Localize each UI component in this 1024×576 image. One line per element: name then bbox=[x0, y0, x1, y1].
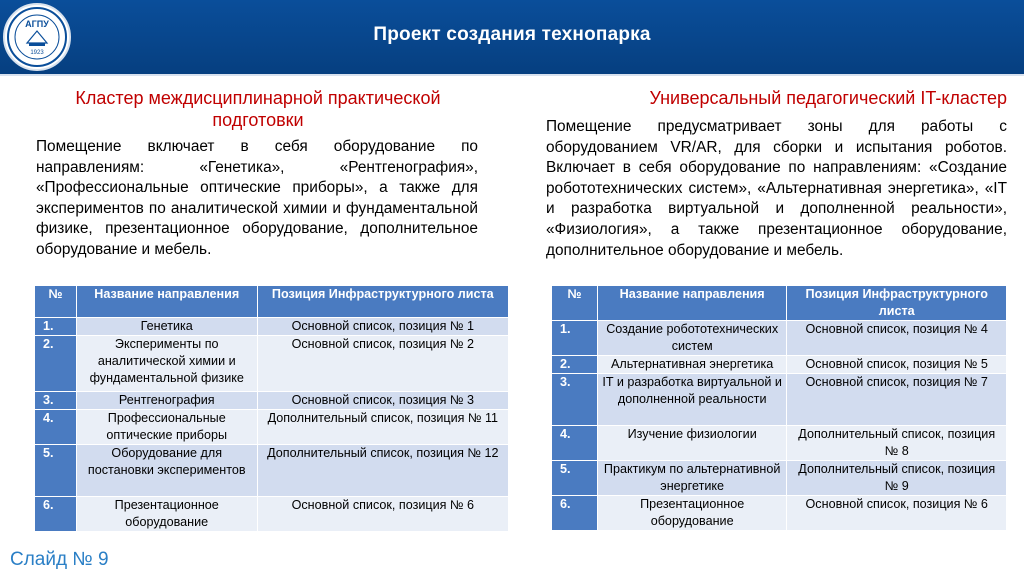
table-row bbox=[552, 374, 1007, 426]
column-header-direction: Название направления bbox=[76, 286, 257, 318]
left-cluster-title-line1: Кластер междисциплинарной практической bbox=[75, 88, 441, 108]
row-direction-name: Генетика bbox=[76, 318, 257, 336]
row-number: 5. bbox=[552, 461, 598, 496]
left-cluster-title-line2: подготовки bbox=[212, 110, 304, 130]
row-number: 5. bbox=[35, 445, 77, 497]
table-row bbox=[552, 356, 1007, 374]
row-direction-name: Создание робототехнических систем bbox=[597, 321, 787, 356]
row-direction-name: Изучение физиологии bbox=[597, 426, 787, 461]
row-position: Основной список, позиция № 6 bbox=[257, 497, 508, 532]
row-direction-name: IT и разработка виртуальной и дополненной реальности bbox=[597, 374, 787, 426]
table-row bbox=[552, 321, 1007, 356]
row-direction-name: Презентационное оборудование bbox=[76, 497, 257, 532]
table-header-row bbox=[35, 286, 509, 318]
row-position: Дополнительный список, позиция № 11 bbox=[257, 410, 508, 445]
column-header-number: № bbox=[552, 286, 598, 321]
row-number: 4. bbox=[35, 410, 77, 445]
table-row bbox=[35, 392, 509, 410]
row-number: 1. bbox=[35, 318, 77, 336]
row-number: 6. bbox=[552, 496, 598, 531]
table-row bbox=[35, 410, 509, 445]
row-direction-name: Рентгенография bbox=[76, 392, 257, 410]
row-position: Основной список, позиция № 2 bbox=[257, 336, 508, 392]
row-position: Дополнительный список, позиция № 12 bbox=[257, 445, 508, 497]
column-header-position: Позиция Инфраструктурного листа bbox=[257, 286, 508, 318]
table-row bbox=[552, 426, 1007, 461]
left-cluster-title bbox=[28, 87, 488, 131]
row-position: Дополнительный список, позиция № 8 bbox=[787, 426, 1007, 461]
row-number: 1. bbox=[552, 321, 598, 356]
row-number: 4. bbox=[552, 426, 598, 461]
row-position: Основной список, позиция № 3 bbox=[257, 392, 508, 410]
row-position: Основной список, позиция № 4 bbox=[787, 321, 1007, 356]
page-title: Проект создания технопарка bbox=[373, 24, 651, 45]
right-cluster-title: Универсальный педагогический IT-кластер bbox=[649, 88, 1007, 108]
row-number: 2. bbox=[35, 336, 77, 392]
row-number: 6. bbox=[35, 497, 77, 532]
right-cluster-description: Помещение предусматривает зоны для работы с оборудованием VR/AR, для сборки и испытания роботов. Включает в себя оборудование по направлениям: «Создание робототехнических систем», «Альтернативная энергетика», «IT и разработка виртуальной и дополненной реальности», «Физиология», а также презентационное оборудование, дополнительное оборудование и мебель. bbox=[546, 118, 1007, 259]
table-row bbox=[35, 336, 509, 392]
row-position: Основной список, позиция № 6 bbox=[787, 496, 1007, 531]
row-position: Основной список, позиция № 5 bbox=[787, 356, 1007, 374]
table-header-row bbox=[552, 286, 1007, 321]
slide-header bbox=[0, 0, 1024, 74]
header-divider bbox=[0, 74, 1024, 76]
row-direction-name: Оборудование для постановки экспериментов bbox=[76, 445, 257, 497]
row-direction-name: Практикум по альтернативной энергетике bbox=[597, 461, 787, 496]
logo-text: АГПУ bbox=[25, 19, 49, 29]
table-row bbox=[552, 461, 1007, 496]
row-direction-name: Альтернативная энергетика bbox=[597, 356, 787, 374]
column-header-number: № bbox=[35, 286, 77, 318]
row-number: 3. bbox=[552, 374, 598, 426]
row-position: Основной список, позиция № 1 bbox=[257, 318, 508, 336]
left-cluster-description: Помещение включает в себя оборудование по направлениям: «Генетика», «Рентгенография», «Профессиональные оптические приборы», а также для экспериментов по аналитической химии и фундаментальной физике, презентационное оборудование, дополнительное оборудование и мебель. bbox=[36, 138, 478, 258]
row-direction-name: Презентационное оборудование bbox=[597, 496, 787, 531]
row-position: Основной список, позиция № 7 bbox=[787, 374, 1007, 426]
row-number: 3. bbox=[35, 392, 77, 410]
left-directions-table bbox=[34, 285, 509, 532]
table-row bbox=[35, 445, 509, 497]
table-row bbox=[35, 497, 509, 532]
column-header-direction: Название направления bbox=[597, 286, 787, 321]
right-directions-table bbox=[551, 285, 1007, 531]
table-row bbox=[552, 496, 1007, 531]
row-position: Дополнительный список, позиция № 9 bbox=[787, 461, 1007, 496]
column-header-position: Позиция Инфраструктурного листа bbox=[787, 286, 1007, 321]
row-number: 2. bbox=[552, 356, 598, 374]
row-direction-name: Эксперименты по аналитической химии и фундаментальной физике bbox=[76, 336, 257, 392]
slide-number: Слайд № 9 bbox=[10, 549, 109, 570]
row-direction-name: Профессиональные оптические приборы bbox=[76, 410, 257, 445]
table-row bbox=[35, 318, 509, 336]
logo-year: 1923 bbox=[30, 50, 44, 56]
